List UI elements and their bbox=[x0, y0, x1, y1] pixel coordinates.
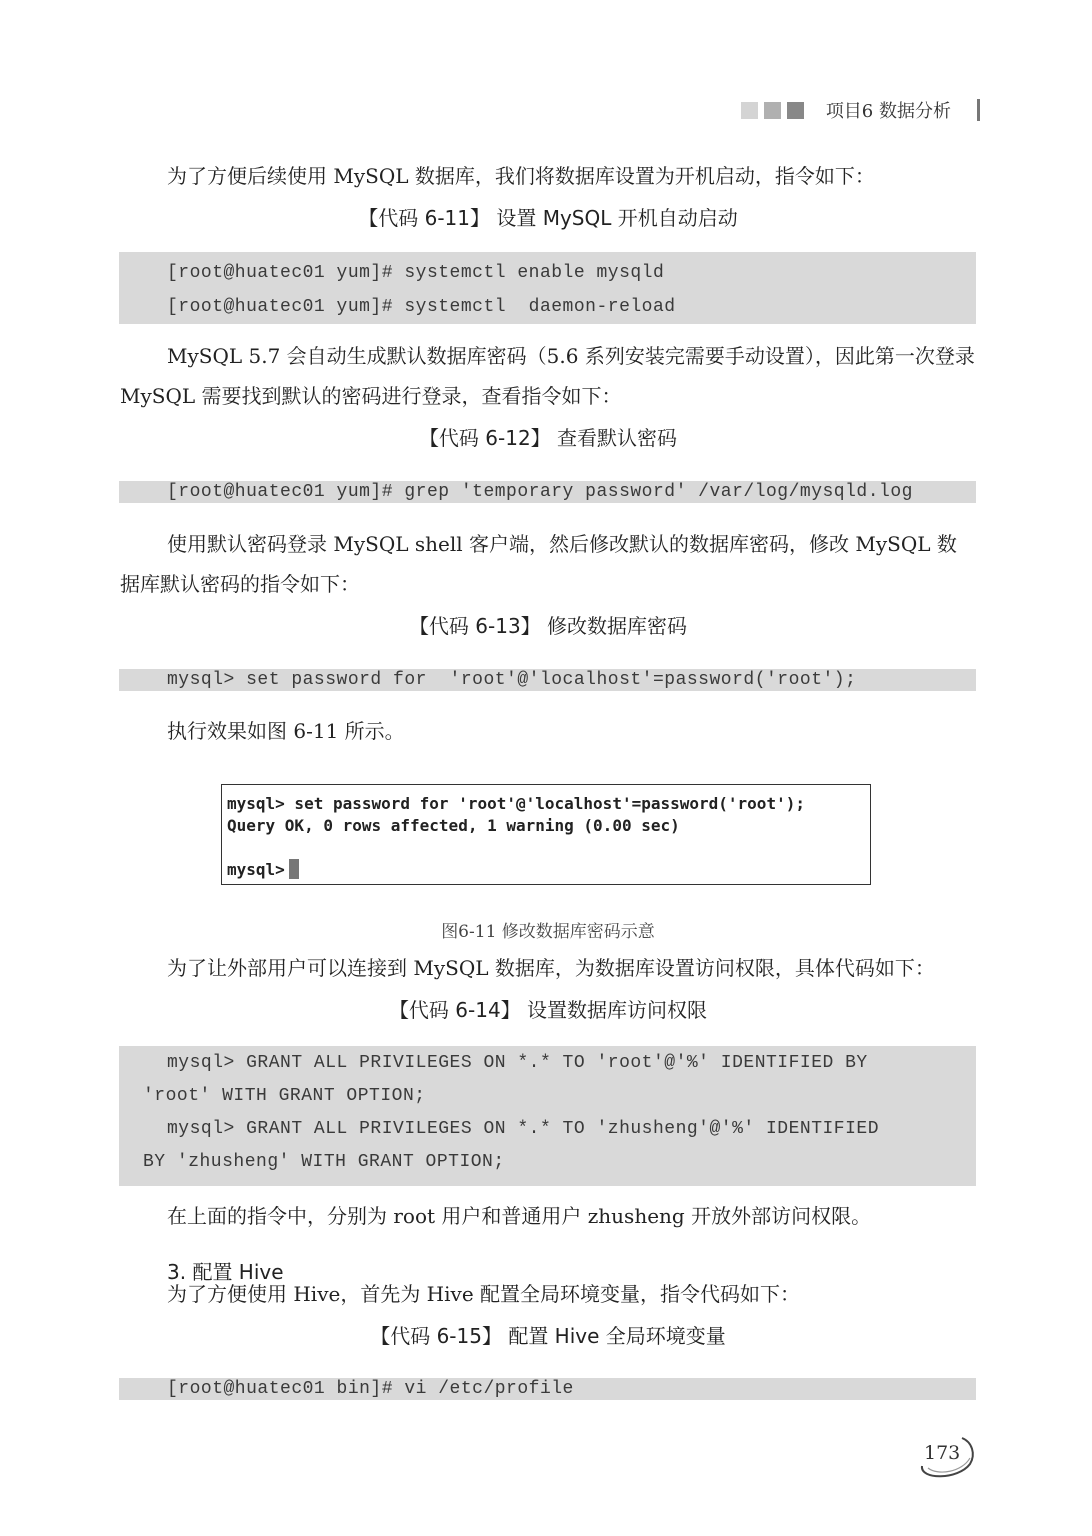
code-line: [root@huatec01 yum]# grep 'temporary password' /var/log/mysqld.log bbox=[167, 482, 913, 502]
code-line: [root@huatec01 yum]# systemctl enable mysqld bbox=[167, 263, 665, 283]
page-number bbox=[918, 1436, 978, 1480]
decor-square bbox=[741, 102, 758, 119]
cursor-block bbox=[289, 859, 299, 879]
terminal-screenshot bbox=[221, 784, 871, 885]
paragraph: MySQL 5.7 会自动生成默认数据库密码（5.6 系列安装完需要手动设置），因此第一次登录MySQL 需要找到默认的密码进行登录，查看指令如下： bbox=[120, 344, 975, 408]
code-block bbox=[119, 1378, 976, 1400]
figure-caption: 图6-11 修改数据库密码示意 bbox=[441, 922, 655, 942]
page-number-text: 173 bbox=[924, 1442, 961, 1464]
code-line: mysql> GRANT ALL PRIVILEGES ON *.* TO 'zhusheng'@'%' IDENTIFIED bbox=[167, 1119, 880, 1139]
code-caption: 【代码 6-13】 修改数据库密码 bbox=[408, 614, 688, 638]
code-caption: 【代码 6-12】 查看默认密码 bbox=[418, 426, 678, 450]
code-caption: 【代码 6-11】 设置 MySQL 开机自动启动 bbox=[358, 206, 738, 230]
paragraph: 执行效果如图 6-11 所示。 bbox=[167, 719, 405, 743]
terminal-prompt-text: mysql> bbox=[227, 860, 285, 879]
terminal-line: Query OK, 0 rows affected, 1 warning (0.00 sec) bbox=[227, 816, 680, 835]
terminal-prompt bbox=[227, 859, 870, 881]
code-line: 'root' WITH GRANT OPTION; bbox=[143, 1086, 426, 1106]
code-line: mysql> set password for 'root'@'localhost'=password('root'); bbox=[167, 670, 857, 690]
paragraph: 为了让外部用户可以连接到 MySQL 数据库，为数据库设置访问权限，具体代码如下： bbox=[167, 956, 935, 980]
terminal-blank bbox=[227, 837, 870, 859]
paragraph: 使用默认密码登录 MySQL shell 客户端，然后修改默认的数据库密码，修改 MySQL 数据库默认密码的指令如下： bbox=[120, 532, 957, 596]
chapter-title: 项目6 数据分析 bbox=[825, 101, 951, 122]
code-line: BY 'zhusheng' WITH GRANT OPTION; bbox=[143, 1152, 505, 1172]
code-block bbox=[119, 1046, 976, 1186]
code-block bbox=[119, 669, 976, 691]
code-caption: 【代码 6-15】 配置 Hive 全局环境变量 bbox=[370, 1324, 726, 1348]
code-line: [root@huatec01 yum]# systemctl daemon-reload bbox=[167, 297, 676, 317]
header-divider bbox=[977, 99, 980, 121]
decor-square bbox=[787, 102, 804, 119]
code-block bbox=[119, 252, 976, 324]
paragraph: 为了方便使用 Hive，首先为 Hive 配置全局环境变量，指令代码如下： bbox=[167, 1282, 801, 1306]
terminal-line: mysql> set password for 'root'@'localhost'=password('root'); bbox=[227, 794, 805, 813]
paragraph: 为了方便后续使用 MySQL 数据库，我们将数据库设置为开机启动，指令如下： bbox=[167, 164, 875, 188]
running-header bbox=[741, 96, 980, 124]
paragraph: 在上面的指令中，分别为 root 用户和普通用户 zhusheng 开放外部访问权限。 bbox=[167, 1204, 872, 1228]
code-line: mysql> GRANT ALL PRIVILEGES ON *.* TO 'root'@'%' IDENTIFIED BY bbox=[167, 1053, 868, 1073]
section-heading: 3. 配置 Hive bbox=[167, 1260, 284, 1284]
decor-square bbox=[764, 102, 781, 119]
code-block bbox=[119, 481, 976, 503]
code-caption: 【代码 6-14】 设置数据库访问权限 bbox=[388, 998, 708, 1022]
code-line: [root@huatec01 bin]# vi /etc/profile bbox=[167, 1379, 574, 1399]
